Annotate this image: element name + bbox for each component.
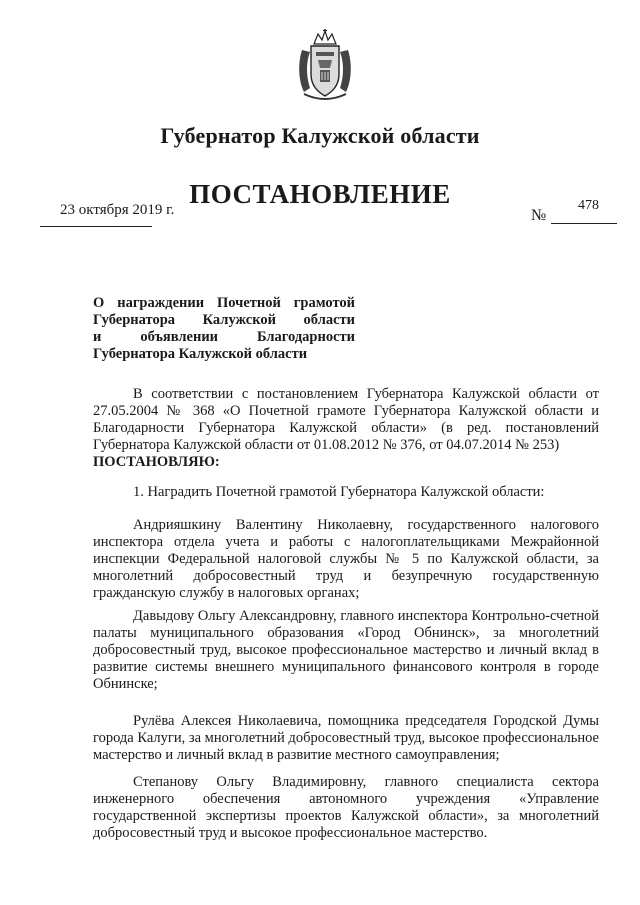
- document-subject: [93, 295, 355, 363]
- date-underline: [40, 226, 152, 227]
- decree-word: ПОСТАНОВЛЯЮ:: [93, 454, 220, 470]
- coat-of-arms-icon: [296, 28, 354, 104]
- number-underline: [551, 223, 617, 224]
- document-number: 478: [578, 198, 599, 213]
- governor-title: Губернатор Калужской области: [160, 123, 480, 148]
- document-date: 23 октября 2019 г.: [60, 202, 175, 218]
- preamble-block: [93, 386, 599, 471]
- awardee-paragraph: Рулёва Алексея Николаевича, помощника председателя Городской Думы города Калуги, за многолетний добросовестный труд, высокое профессиональное мастерство и личный вклад в развитие местного самоуправления;: [93, 713, 599, 763]
- subject-line: и объявлении Благодарности: [93, 329, 355, 345]
- awardee-paragraph: Давыдову Ольгу Александровну, главного инспектора Контрольно-счетной палаты муниципального образования «Город Обнинск», за многолетний добросовестный труд, высокое профессиональное мастерство и личный вклад в развитие системы внешнего муниципального финансового контроля в городе Обнинске;: [93, 608, 599, 692]
- awardee-paragraph: Степанову Ольгу Владимировну, главного специалиста сектора инженерного обеспечения автономного учреждения «Управление государственной экспертизы проектов Калужской области», за многолетний добросовестный труд и высокое профессиональное мастерство.: [93, 774, 599, 841]
- preamble-paragraph: В соответствии с постановлением Губернатора Калужской области от 27.05.2004 № 368 «О Почетной грамоте Губернатора Калужской области и Благодарности Губернатора Калужской области» (в ред. постановлений Губернатора Калужской области от 01.08.2012 № 376, от 04.07.2014 № 253): [93, 386, 599, 453]
- item-1-heading: 1. Наградить Почетной грамотой Губернатора Калужской области:: [133, 484, 545, 500]
- subject-line: Губернатора Калужской области: [93, 312, 355, 328]
- document-number-label: №: [531, 207, 547, 224]
- subject-line: О награждении Почетной грамотой: [93, 295, 355, 311]
- subject-line: Губернатора Калужской области: [93, 346, 308, 362]
- document-type-heading: ПОСТАНОВЛЕНИЕ: [189, 179, 451, 209]
- awardee-paragraph: Андрияшкину Валентину Николаевну, государственного налогового инспектора отдела учета и работы с налогоплательщиками Межрайонной инспекции Федеральной налоговой службы № 5 по Калужской области, за многолетний добросовестный труд и безупречную государственную гражданскую службу в налоговых органах;: [93, 517, 599, 601]
